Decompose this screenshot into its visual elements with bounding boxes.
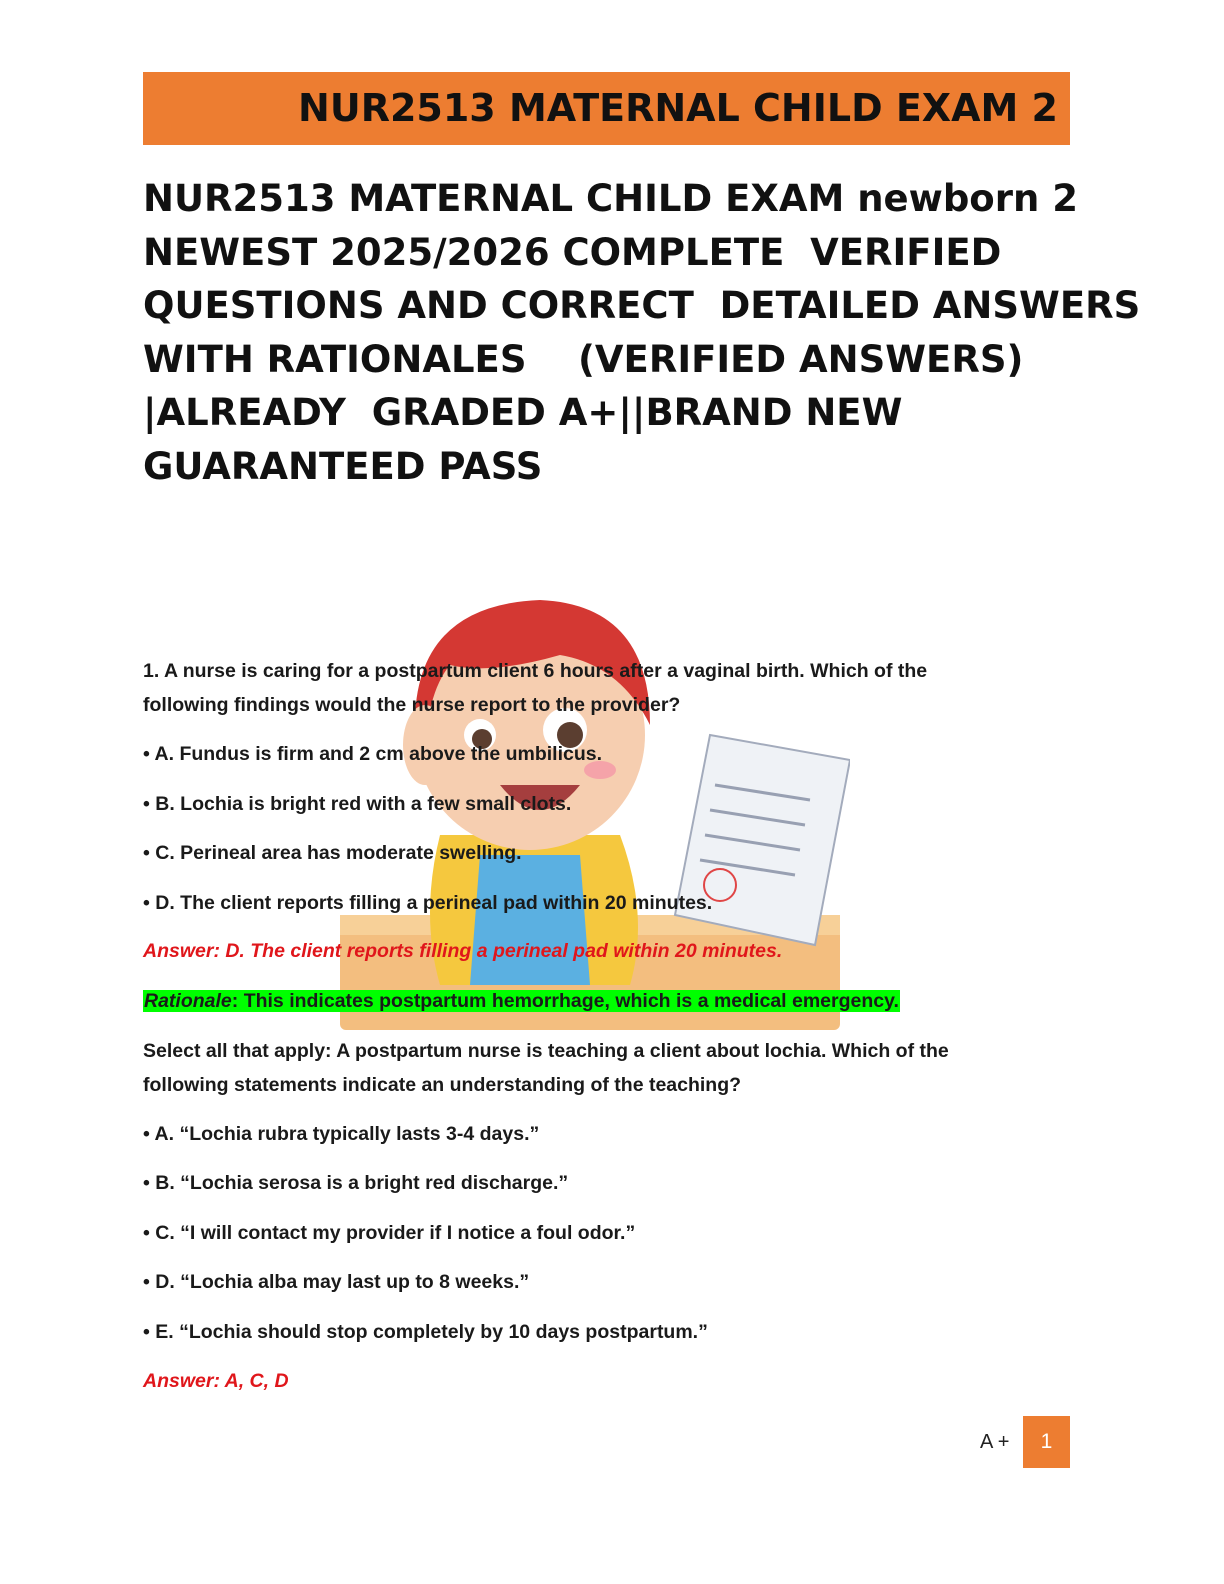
rationale-text: : This indicates postpartum hemorrhage, which is a medical emergency. [231, 990, 899, 1012]
page-number: 1 [1023, 1416, 1070, 1468]
question-1-answer: Answer: D. The client reports filling a perineal pad within 20 minutes. [143, 940, 783, 962]
rationale-label: Rationale [144, 990, 232, 1012]
question-2-option: • D. “Lochia alba may last up to 8 weeks.” [143, 1271, 530, 1293]
title-line: QUESTIONS AND CORRECT DETAILED ANSWERS [143, 284, 1141, 327]
question-1-stem: 1. A nurse is caring for a postpartum client 6 hours after a vaginal birth. Which of the [143, 660, 928, 682]
question-2-stem: following statements indicate an understanding of the teaching? [143, 1074, 742, 1096]
title-line: GUARANTEED PASS [143, 444, 543, 488]
question-1-option: • C. Perineal area has moderate swelling. [143, 842, 522, 864]
question-2-option: • C. “I will contact my provider if I notice a foul odor.” [143, 1222, 636, 1244]
header-title: NUR2513 MATERNAL CHILD EXAM 2 [298, 86, 1058, 130]
question-2-option: • E. “Lochia should stop completely by 10 days postpartum.” [143, 1321, 708, 1343]
question-1-stem: following findings would the nurse report to the provider? [143, 694, 681, 716]
question-2-answer: Answer: A, C, D [143, 1370, 289, 1392]
title-line: |ALREADY GRADED A+||BRAND NEW [143, 391, 903, 434]
question-1-option: • B. Lochia is bright red with a few small clots. [143, 793, 572, 815]
question-2-stem: Select all that apply: A postpartum nurse is teaching a client about lochia. Which of the [143, 1040, 949, 1062]
title-line: NEWEST 2025/2026 COMPLETE VERIFIED [143, 230, 1002, 274]
title-line: WITH RATIONALES (VERIFIED ANSWERS) [143, 337, 1024, 381]
question-1-option: • A. Fundus is firm and 2 cm above the umbilicus. [143, 743, 603, 765]
question-2-option: • A. “Lochia rubra typically lasts 3-4 days.” [143, 1123, 540, 1145]
question-2-option: • B. “Lochia serosa is a bright red discharge.” [143, 1172, 569, 1194]
footer-grade-label: A + [980, 1431, 1010, 1453]
question-1-rationale [143, 990, 900, 1013]
title-line: NUR2513 MATERNAL CHILD EXAM newborn 2 [143, 177, 1078, 220]
document-title [143, 172, 1141, 493]
header-bar [143, 72, 1070, 145]
question-1-option: • D. The client reports filling a perineal pad within 20 minutes. [143, 892, 713, 914]
